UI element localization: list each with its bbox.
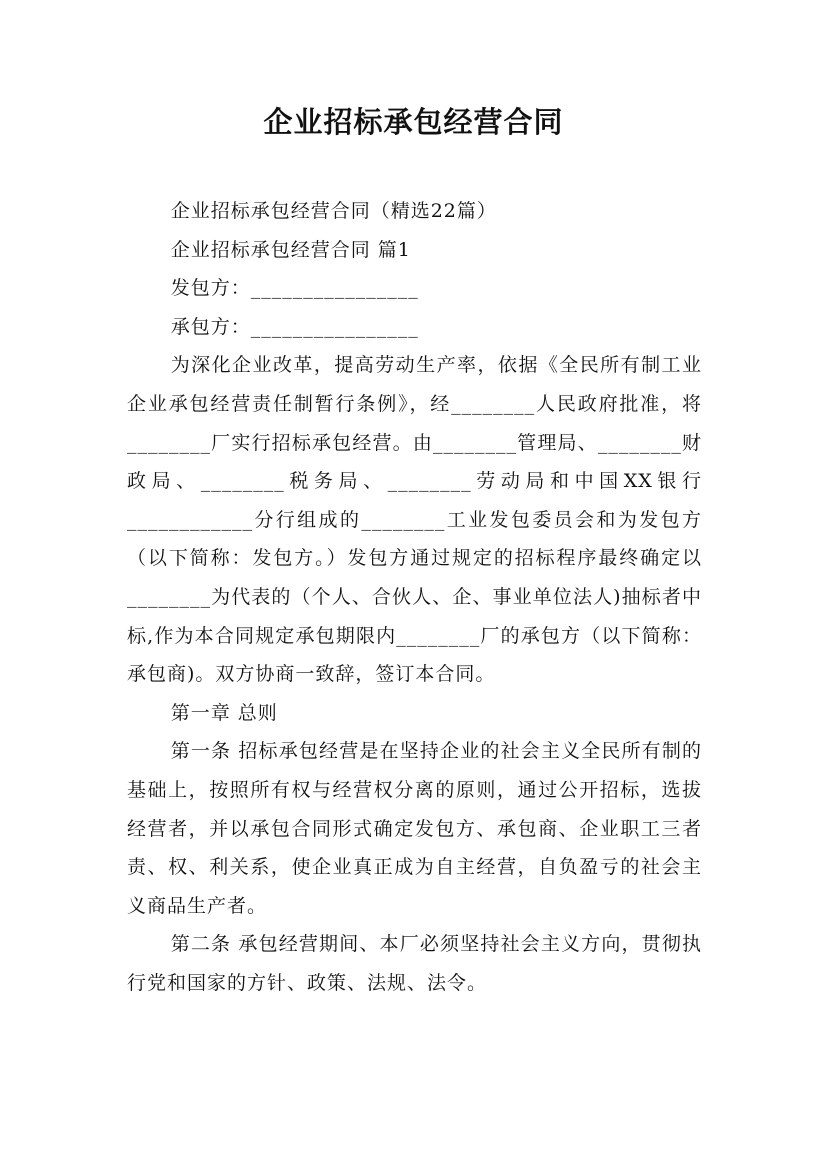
- paragraph-subtitle: 企业招标承包经营合同（精选22篇）: [170, 200, 497, 222]
- paragraph-article-1: 第一条 招标承包经营是在坚持企业的社会主义全民所有制的基础上，按照所有权与经营权分离的原则，通过公开招标，选拔经营者，并以承包合同形式确定发包方、承包商、企业职工三者责、权、利关系，使企业真正成为自主经营，自负盈亏的社会主义商品生产者。: [127, 740, 702, 917]
- paragraph-section-heading: 企业招标承包经营合同 篇1: [170, 238, 411, 261]
- document-body: [127, 192, 702, 1002]
- paragraph-article-2: 第二条 承包经营期间、本厂必须坚持社会主义方向，贯彻执行党和国家的方针、政策、法规、法令。: [127, 933, 702, 994]
- document-title: 企业招标承包经营合同: [263, 105, 564, 139]
- paragraph-preamble: 为深化企业改革，提高劳动生产率，依据《全民所有制工业企业承包经营责任制暂行条例》，经________人民政府批准，将________厂实行招标承包经营。由________管理局、________财政局、________税务局、________劳动局和中国XX银行____________分行组成的________工业发包委员会和为发包方（以下简称：发包方。）发包方通过规定的招标程序最终确定以________为代表的（个人、合伙人、企、事业单位法人)抽标者中标,作为本合同规定承包期限内________厂的承包方（以下简称：承包商)。双方协商一致辞，签订本合同。: [127, 354, 702, 686]
- paragraph-employer: 发包方：________________: [170, 277, 419, 300]
- paragraph-contractor: 承包方：________________: [170, 315, 419, 338]
- paragraph-chapter-heading: 第一章 总则: [170, 701, 278, 724]
